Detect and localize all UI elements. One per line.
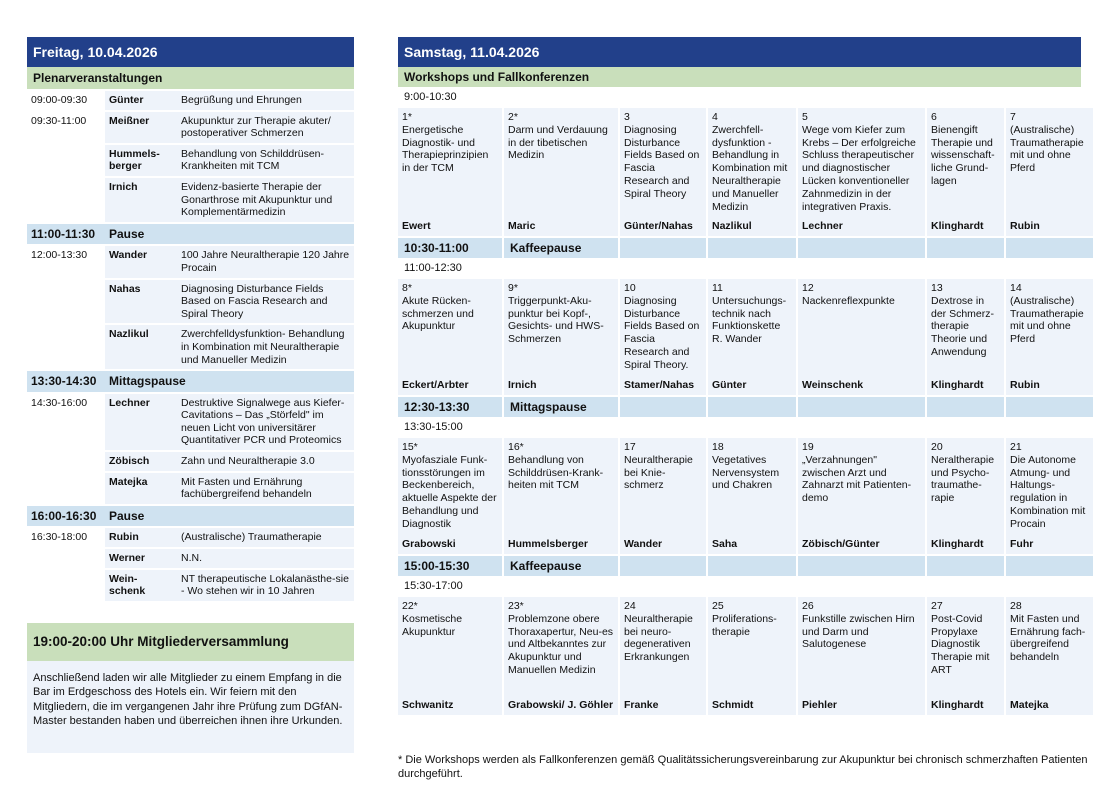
- session-row: [27, 570, 354, 601]
- pause-time: 12:30-13:30: [398, 397, 502, 417]
- session-topic: Zwerchfelldysfunktion- Behandlung in Kombination mit Neuraltherapie und Manueller Medizin: [177, 325, 354, 369]
- session-topic: Akupunktur zur Therapie akuter/ postoperativer Schmerzen: [177, 112, 354, 143]
- workshop-speaker: Klinghardt: [931, 220, 984, 233]
- workshop-cell: [798, 108, 925, 236]
- pause-row: [27, 371, 354, 392]
- workshop-title: Myofasziale Funk-tionsstörungen im Beckenbereich, aktuelle Aspekte der Behandlung und Diagnostik: [402, 453, 497, 530]
- session-topic: Behandlung von Schilddrüsen-Krankheiten mit TCM: [177, 145, 354, 176]
- pause-label: Pause: [105, 506, 354, 527]
- session-speaker: Meißner: [105, 112, 177, 143]
- workshop-number: 27: [931, 600, 943, 612]
- pause-filler: [708, 397, 796, 417]
- workshop-title: (Australische) Traumatherapie mit und ohne Pferd: [1010, 294, 1084, 346]
- workshop-speaker: Maric: [508, 220, 536, 233]
- session-row: [27, 528, 354, 547]
- workshop-title: Post-Covid Propylaxe Diagnostik Therapie mit ART: [931, 612, 990, 676]
- workshop-number: 15*: [402, 441, 418, 453]
- workshop-speaker: Eckert/Arbter: [402, 379, 469, 392]
- session-time: [27, 549, 105, 568]
- workshop-cell: [398, 597, 502, 715]
- pause-label: Kaffeepause: [504, 556, 618, 576]
- workshop-number: 2*: [508, 111, 518, 123]
- friday-section: Plenarveranstaltungen: [27, 67, 354, 89]
- session-topic: 100 Jahre Neuraltherapie 120 Jahre Procain: [177, 246, 354, 277]
- session-row: [27, 246, 354, 277]
- pause-filler: [708, 556, 796, 576]
- workshop-number: 8*: [402, 282, 412, 294]
- session-row: [27, 473, 354, 504]
- workshop-cell: [798, 597, 925, 715]
- workshop-speaker: Wander: [624, 538, 663, 551]
- block-time: 13:30-15:00: [404, 421, 463, 433]
- session-speaker: Irnich: [105, 178, 177, 222]
- workshop-title: Proliferations-therapie: [712, 612, 777, 638]
- workshop-title: Kosmetische Akupunktur: [402, 612, 463, 638]
- pause-filler: [620, 556, 706, 576]
- workshop-speaker: Ewert: [402, 220, 431, 233]
- workshop-number: 24: [624, 600, 636, 612]
- workshop-cell: [620, 279, 706, 395]
- workshop-cell: [620, 597, 706, 715]
- workshop-number: 11: [712, 282, 723, 294]
- workshop-number: 3: [624, 111, 630, 123]
- workshop-title: Untersuchungs-technik nach Funktionskette R. Wander: [712, 294, 787, 346]
- workshop-number: 17: [624, 441, 636, 453]
- workshop-speaker: Günter: [712, 379, 747, 392]
- friday-table: [27, 89, 354, 603]
- workshop-title: Darm und Verdauung in der tibetischen Medizin: [508, 123, 608, 162]
- pause-time: 16:00-16:30: [27, 506, 105, 527]
- assembly-title: 19:00-20:00 Uhr Mitgliederversammlung: [27, 623, 354, 661]
- session-time: [27, 570, 105, 601]
- workshop-cell: [1006, 597, 1093, 715]
- workshop-speaker: Saha: [712, 538, 738, 551]
- pause-filler: [927, 397, 1004, 417]
- workshop-title: Neuraltherapie bei Knie-schmerz: [624, 453, 693, 492]
- workshop-number: 19: [802, 441, 814, 453]
- workshop-speaker: Franke: [624, 699, 659, 712]
- workshop-cell: [798, 279, 925, 395]
- workshop-number: 7: [1010, 111, 1016, 123]
- workshop-number: 23*: [508, 600, 524, 612]
- session-topic: N.N.: [177, 549, 354, 568]
- workshop-speaker: Fuhr: [1010, 538, 1034, 551]
- workshop-row: [398, 279, 1084, 395]
- workshop-speaker: Lechner: [802, 220, 843, 233]
- pause-time: 11:00-11:30: [27, 224, 105, 245]
- workshop-row: [398, 597, 1086, 715]
- friday-title: Freitag, 10.04.2026: [27, 37, 354, 67]
- workshop-number: 26: [802, 600, 814, 612]
- pause-filler: [620, 397, 706, 417]
- session-speaker: Wander: [105, 246, 177, 277]
- workshop-cell: [798, 438, 925, 554]
- workshop-cell: [398, 438, 502, 554]
- pause-filler: [798, 397, 925, 417]
- session-time: [27, 325, 105, 369]
- session-time: 09:00-09:30: [27, 91, 105, 110]
- pause-time: 15:00-15:30: [398, 556, 502, 576]
- session-row: [27, 394, 354, 450]
- workshop-cell: [398, 279, 502, 395]
- session-row: [27, 91, 354, 110]
- session-speaker: Günter: [105, 91, 177, 110]
- session-speaker: Werner: [105, 549, 177, 568]
- workshop-title: Energetische Diagnostik- und Therapieprinzipien in der TCM: [402, 123, 489, 175]
- session-time: 09:30-11:00: [27, 112, 105, 143]
- workshop-number: 10: [624, 282, 636, 294]
- workshop-cell: [504, 438, 618, 554]
- workshop-speaker: Hummelsberger: [508, 538, 588, 551]
- pause-label: Kaffeepause: [504, 238, 618, 258]
- workshop-row: [398, 438, 1086, 554]
- workshop-cell: [708, 279, 796, 395]
- workshop-title: Diagnosing Disturbance Fields Based on Fascia Research and Spiral Theory.: [624, 294, 700, 371]
- session-speaker: Zöbisch: [105, 452, 177, 471]
- workshop-cell: [927, 108, 1004, 236]
- session-time: [27, 473, 105, 504]
- workshop-number: 25: [712, 600, 724, 612]
- workshop-number: 14: [1010, 282, 1022, 294]
- pause-filler: [1006, 238, 1093, 258]
- workshop-speaker: Rubin: [1010, 379, 1040, 392]
- saturday-schedule: [398, 37, 1086, 715]
- pause-row: [27, 506, 354, 527]
- session-row: [27, 549, 354, 568]
- workshop-cell: [927, 438, 1004, 554]
- workshop-speaker: Klinghardt: [931, 699, 984, 712]
- session-row: [27, 452, 354, 471]
- pause-filler: [798, 556, 925, 576]
- session-time: [27, 145, 105, 176]
- workshop-speaker: Klinghardt: [931, 538, 984, 551]
- session-speaker: Wein-schenk: [105, 570, 177, 601]
- pause-row: [398, 238, 1081, 258]
- workshop-speaker: Nazlikul: [712, 220, 752, 233]
- pause-label: Mittagspause: [105, 371, 354, 392]
- workshop-number: 18: [712, 441, 724, 453]
- workshop-speaker: Weinschenk: [802, 379, 864, 392]
- workshop-number: 28: [1010, 600, 1022, 612]
- workshop-number: 9*: [508, 282, 518, 294]
- workshop-cell: [927, 597, 1004, 715]
- workshop-title: (Australische) Traumatherapie mit und ohne Pferd: [1010, 123, 1084, 175]
- session-topic: (Australische) Traumatherapie: [177, 528, 354, 547]
- workshop-cell: [708, 597, 796, 715]
- workshop-speaker: Günter/Nahas: [624, 220, 693, 233]
- session-row: [27, 145, 354, 176]
- workshop-speaker: Schwanitz: [402, 699, 454, 712]
- session-topic: Mit Fasten und Ernährung fachübergreifend behandeln: [177, 473, 354, 504]
- workshop-title: Diagnosing Disturbance Fields Based on Fascia Research and Spiral Theory: [624, 123, 700, 200]
- workshop-cell: [1006, 438, 1093, 554]
- workshop-cell: [927, 279, 1004, 395]
- session-time: [27, 452, 105, 471]
- pause-filler: [1006, 397, 1093, 417]
- workshop-title: Funkstille zwischen Hirn und Darm und Salutogenese: [802, 612, 915, 651]
- session-row: [27, 325, 354, 369]
- workshop-cell: [620, 438, 706, 554]
- pause-label: Pause: [105, 224, 354, 245]
- workshop-title: Problemzone obere Thoraxapertur, Neu-es und Altbekanntes zur Akupunktur und Manuellen Medizin: [508, 612, 614, 676]
- session-time: [27, 178, 105, 222]
- pause-row: [398, 556, 1081, 576]
- workshop-title: Akute Rücken-schmerzen und Akupunktur: [402, 294, 474, 333]
- session-row: [27, 178, 354, 222]
- assembly-box: [27, 623, 354, 753]
- session-speaker: Rubin: [105, 528, 177, 547]
- workshop-cell: [504, 108, 618, 236]
- workshop-speaker: Irnich: [508, 379, 537, 392]
- block-time: 15:30-17:00: [404, 580, 463, 592]
- session-topic: Destruktive Signalwege aus Kiefer-Cavitations – Das „Störfeld" im neuen Licht von universitärer Quantitativer PCR und Proteomics: [177, 394, 354, 450]
- session-topic: NT therapeutische Lokalanästhe-sie - Wo stehen wir in 10 Jahren: [177, 570, 354, 601]
- workshop-title: Behandlung von Schilddrüsen-Krank-heiten mit TCM: [508, 453, 604, 492]
- workshop-number: 21: [1010, 441, 1022, 453]
- session-row: [27, 112, 354, 143]
- session-time: 14:30-16:00: [27, 394, 105, 450]
- workshop-number: 6: [931, 111, 937, 123]
- workshop-title: Die Autonome Atmung- und Haltungs-regulation in Kombination mit Procain: [1010, 453, 1086, 530]
- workshop-title: Zwerchfell-dysfunktion - Behandlung in Kombination mit Neuraltherapie und Manueller Medizin: [712, 123, 788, 213]
- workshop-cell: [620, 108, 706, 236]
- saturday-blocks: [398, 87, 1086, 715]
- pause-filler: [708, 238, 796, 258]
- assembly-text: Anschließend laden wir alle Mitglieder zu einem Empfang in die Bar im Erdgeschoss des Hotels ein. Wir feiern mit den Mitgliedern, die im vergangenen Jahr ihre Prüfung zum DGfAN-Master bestanden haben und überreichen ihnen ihre Urkunden.: [33, 672, 343, 727]
- workshop-cell: [398, 108, 502, 236]
- workshop-title: „Verzahnungen" zwischen Arzt und Zahnarzt mit Patienten-demo: [802, 453, 912, 505]
- session-speaker: Nazlikul: [105, 325, 177, 369]
- workshop-title: Triggerpunkt-Aku-punktur bei Kopf-, Gesichts- und HWS-Schmerzen: [508, 294, 604, 346]
- workshop-speaker: Schmidt: [712, 699, 754, 712]
- session-time: 16:30-18:00: [27, 528, 105, 547]
- workshop-cell: [1006, 108, 1093, 236]
- pause-filler: [798, 238, 925, 258]
- friday-schedule: [27, 37, 354, 603]
- pause-time: 10:30-11:00: [398, 238, 502, 258]
- workshop-title: Nackenreflexpunkte: [802, 294, 895, 307]
- workshop-title: Dextrose in der Schmerz-therapie Theorie und Anwendung: [931, 294, 995, 358]
- session-topic: Evidenz-basierte Therapie der Gonarthrose mit Akupunktur und Komplementärmedizin: [177, 178, 354, 222]
- pause-row: [398, 397, 1081, 417]
- workshop-number: 5: [802, 111, 808, 123]
- session-speaker: Matejka: [105, 473, 177, 504]
- footnote: * Die Workshops werden als Fallkonferenzen gemäß Qualitätssicherungsvereinbarung zur Akupunktur bei chronisch schmerzhaften Patienten durchgeführt.: [398, 754, 1088, 780]
- workshop-speaker: Matejka: [1010, 699, 1049, 712]
- session-topic: Zahn und Neuraltherapie 3.0: [177, 452, 354, 471]
- pause-time: 13:30-14:30: [27, 371, 105, 392]
- workshop-cell: [504, 279, 618, 395]
- session-topic: Begrüßung und Ehrungen: [177, 91, 354, 110]
- workshop-title: Bienengift Therapie und wissenschaft-liche Grund-lagen: [931, 123, 995, 187]
- workshop-title: Vegetatives Nervensystem und Chakren: [712, 453, 780, 492]
- saturday-section: Workshops und Fallkonferenzen: [398, 67, 1081, 87]
- saturday-title: Samstag, 11.04.2026: [398, 37, 1081, 67]
- workshop-speaker: Zöbisch/Günter: [802, 538, 880, 551]
- block-time: 9:00-10:30: [404, 91, 457, 103]
- workshop-title: Mit Fasten und Ernährung fach-übergreifend behandeln: [1010, 612, 1086, 664]
- pause-filler: [927, 238, 1004, 258]
- workshop-speaker: Piehler: [802, 699, 838, 712]
- workshop-speaker: Grabowski/ J. Göhler: [508, 699, 614, 712]
- pause-filler: [927, 556, 1004, 576]
- workshop-cell: [708, 108, 796, 236]
- pause-row: [27, 224, 354, 245]
- workshop-number: 22*: [402, 600, 418, 612]
- workshop-cell: [708, 438, 796, 554]
- workshop-number: 4: [712, 111, 718, 123]
- pause-filler: [1006, 556, 1093, 576]
- session-topic: Diagnosing Disturbance Fields Based on Fascia Research and Spiral Theory: [177, 280, 354, 324]
- session-speaker: Lechner: [105, 394, 177, 450]
- workshop-cell: [1006, 279, 1093, 395]
- block-time: 11:00-12:30: [404, 262, 462, 274]
- workshop-title: Neraltherapie und Psycho-traumathe-rapie: [931, 453, 995, 505]
- workshop-number: 12: [802, 282, 814, 294]
- session-speaker: Hummels-berger: [105, 145, 177, 176]
- session-speaker: Nahas: [105, 280, 177, 324]
- workshop-number: 20: [931, 441, 943, 453]
- workshop-number: 13: [931, 282, 943, 294]
- workshop-speaker: Klinghardt: [931, 379, 984, 392]
- workshop-title: Neuraltherapie bei neuro-degenerativen Erkrankungen: [624, 612, 693, 664]
- workshop-number: 1*: [402, 111, 412, 123]
- session-row: [27, 280, 354, 324]
- pause-label: Mittagspause: [504, 397, 618, 417]
- workshop-number: 16*: [508, 441, 524, 453]
- session-time: [27, 280, 105, 324]
- workshop-speaker: Stamer/Nahas: [624, 379, 695, 392]
- workshop-title: Wege vom Kiefer zum Krebs – Der erfolgreiche Schluss therapeutischer und diagnostischer Lücken konventioneller Zahnmedizin in der integrativen Praxis.: [802, 123, 916, 213]
- workshop-row: [398, 108, 1084, 236]
- session-time: 12:00-13:30: [27, 246, 105, 277]
- workshop-speaker: Grabowski: [402, 538, 456, 551]
- pause-filler: [620, 238, 706, 258]
- workshop-speaker: Rubin: [1010, 220, 1040, 233]
- workshop-cell: [504, 597, 618, 715]
